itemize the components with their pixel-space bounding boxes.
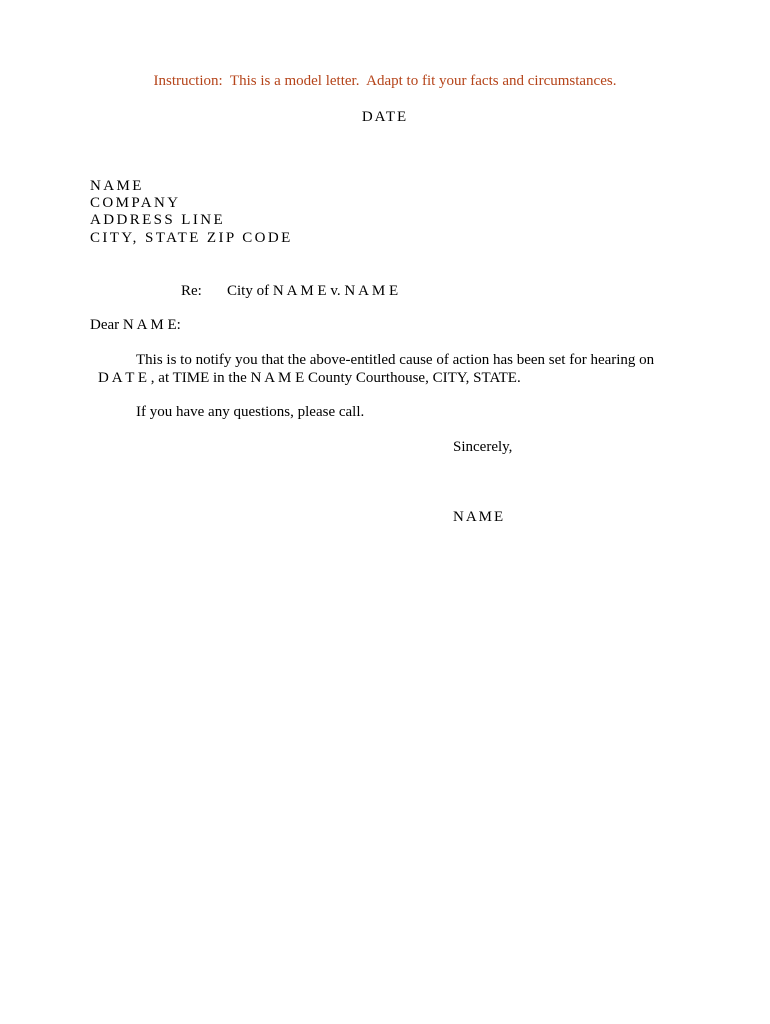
recipient-city-state-zip: CITY, STATE ZIP CODE <box>90 230 293 246</box>
salutation: Dear N A M E: <box>90 317 181 333</box>
recipient-company: COMPANY <box>90 195 181 211</box>
re-subject: City of N A M E v. N A M E <box>227 283 399 299</box>
recipient-name: NAME <box>90 178 144 194</box>
signature-name: NAME <box>453 509 506 525</box>
instruction-note: Instruction: This is a model letter. Adapt to fit your facts and circumstances. <box>153 73 617 89</box>
closing: Sincerely, <box>453 439 513 455</box>
body-paragraph-1-line-1: This is to notify you that the above-entitled cause of action has been set for hearing on <box>136 352 655 368</box>
letter-date: DATE <box>361 109 409 125</box>
body-paragraph-1-line-2: D A T E , at TIME in the N A M E County Courthouse, CITY, STATE. <box>98 370 521 386</box>
body-paragraph-2: If you have any questions, please call. <box>136 404 365 420</box>
re-label: Re: <box>181 283 202 299</box>
recipient-address-line: ADDRESS LINE <box>90 212 226 228</box>
